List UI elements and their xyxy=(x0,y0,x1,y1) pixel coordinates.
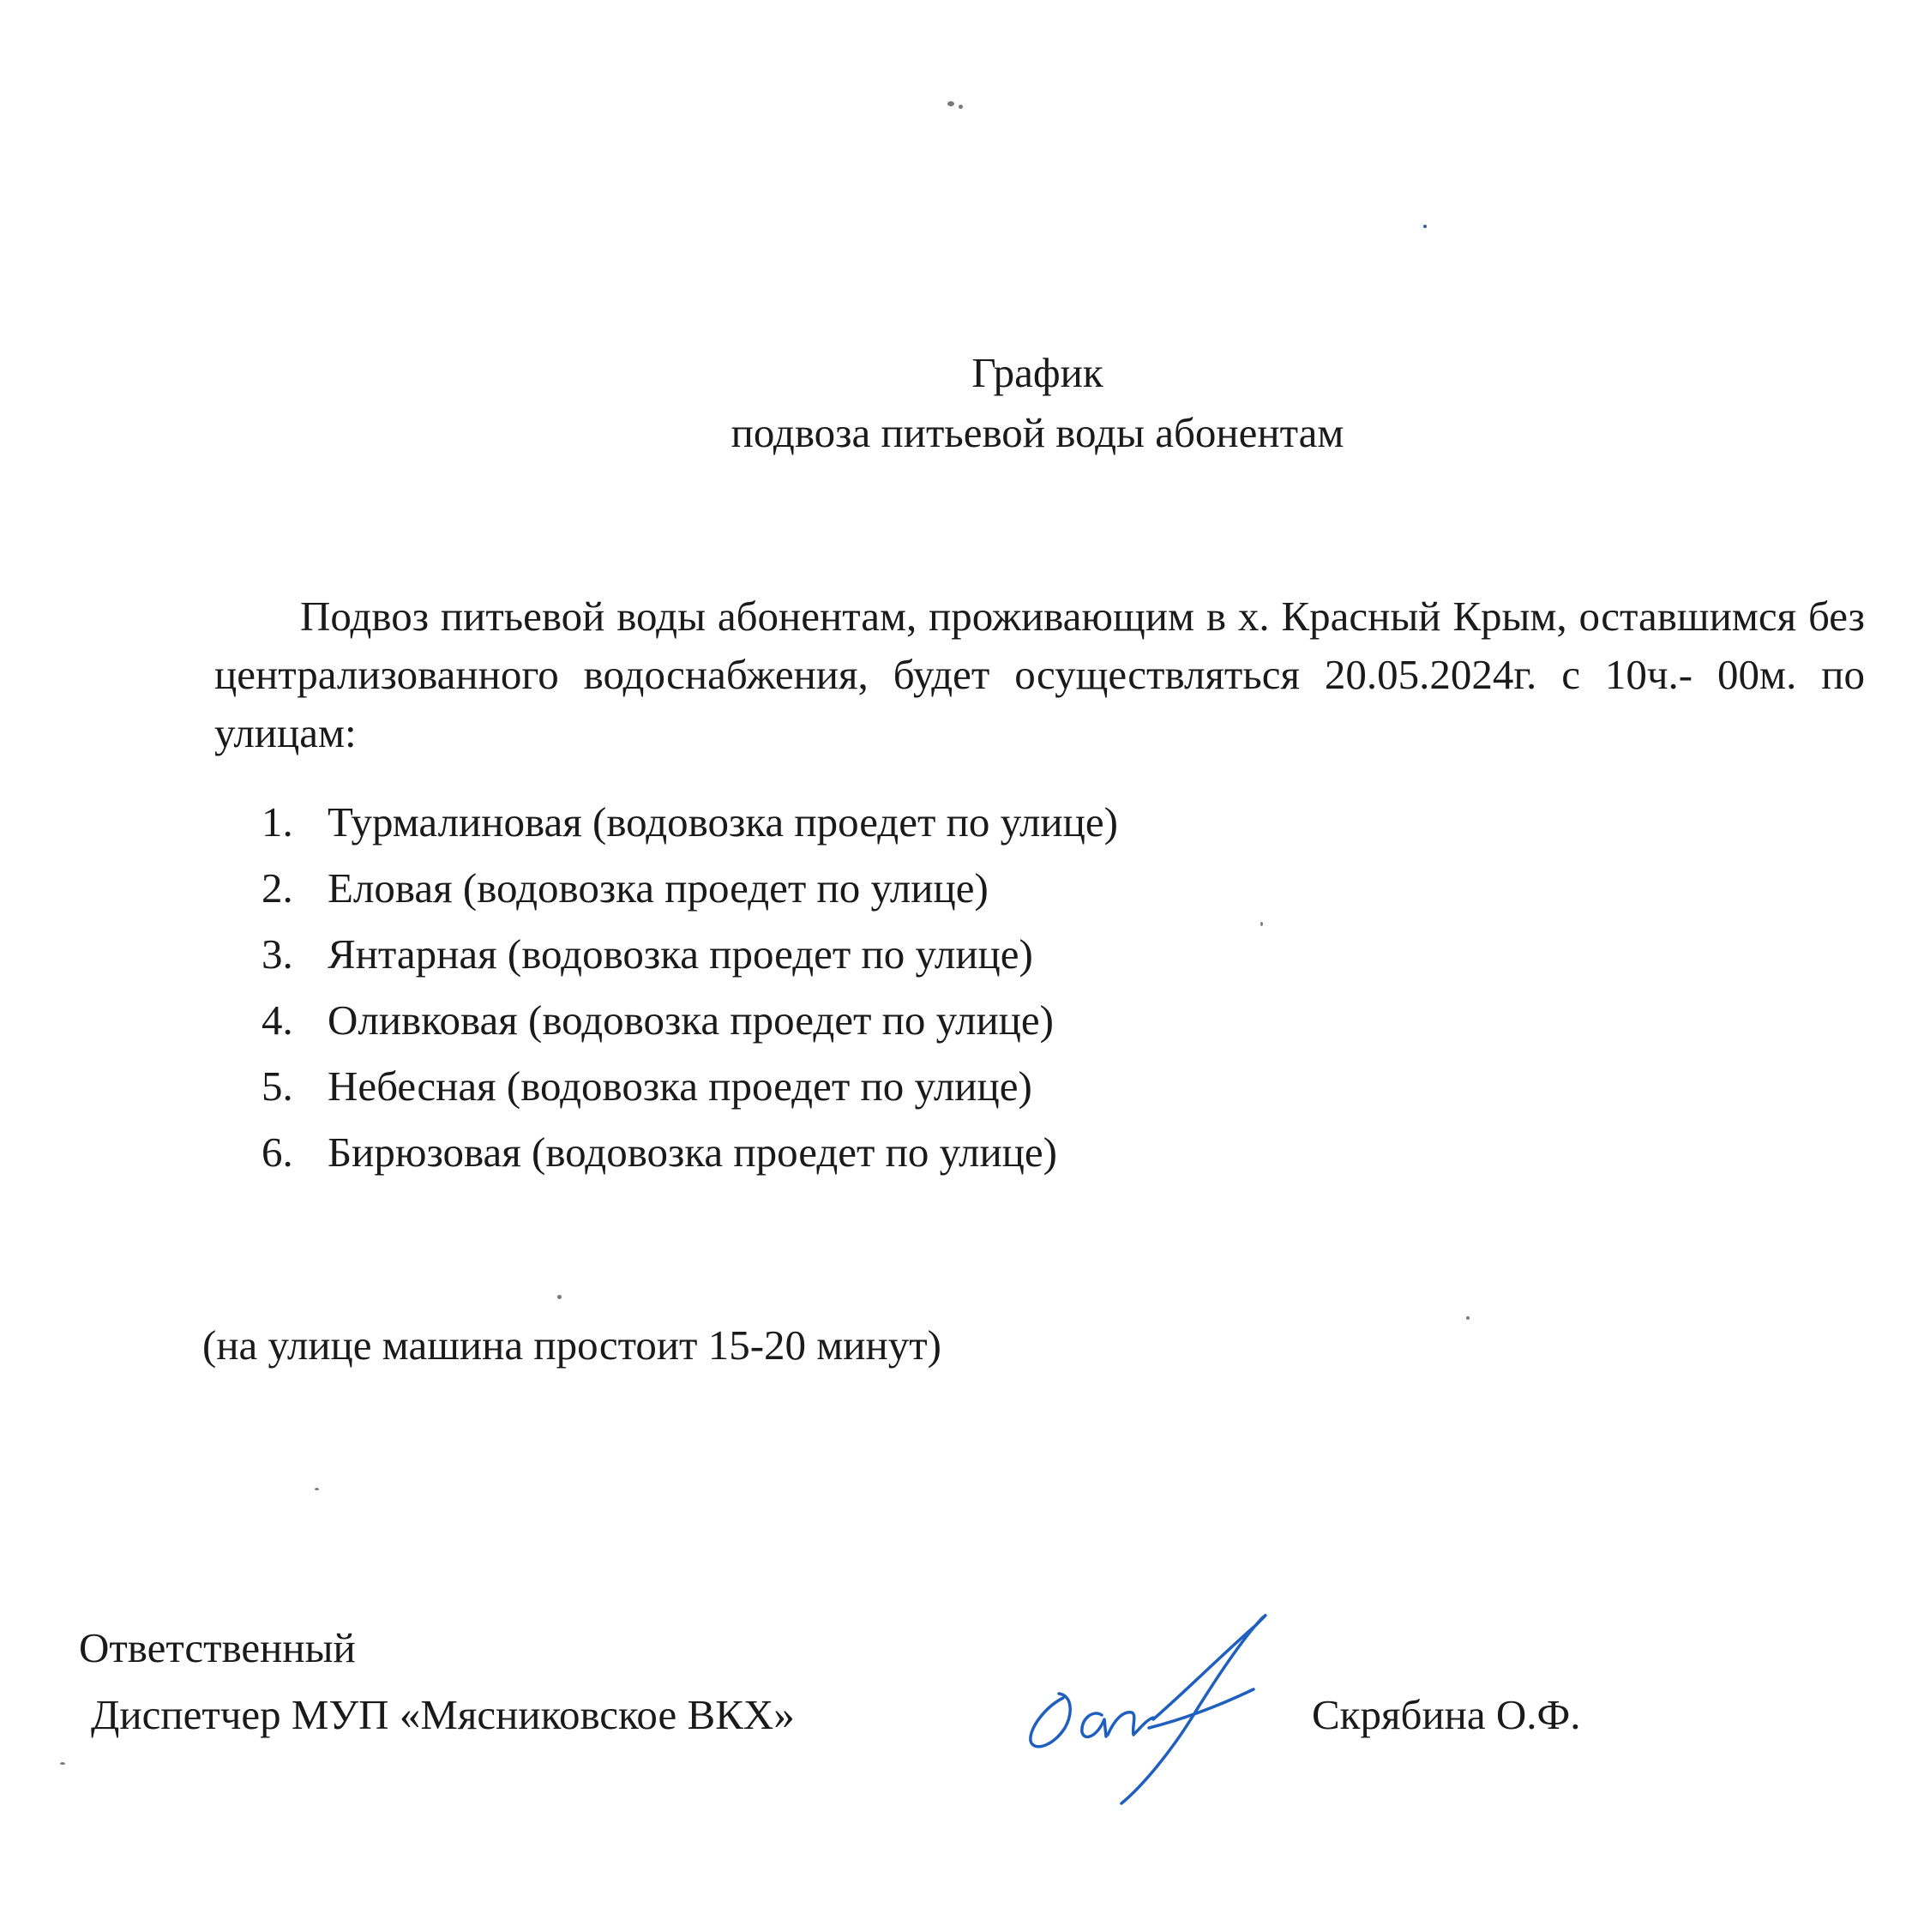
list-item-number: 2. xyxy=(262,864,293,912)
scan-speck xyxy=(959,105,963,109)
list-item xyxy=(262,855,1118,921)
scan-speck xyxy=(60,1762,65,1765)
signer-name: Скрябина О.Ф. xyxy=(1312,1691,1581,1738)
list-item-text: Бирюзовая (водовозка проедет по улице) xyxy=(328,1129,1057,1176)
street-list xyxy=(262,789,1118,1185)
list-item-text: Еловая (водовозка проедет по улице) xyxy=(328,864,989,912)
list-item xyxy=(262,1119,1118,1185)
list-item-text: Небесная (водовозка проедет по улице) xyxy=(328,1062,1032,1110)
list-item xyxy=(262,1053,1118,1119)
parking-time-note: (на улице машина простоит 15-20 минут) xyxy=(202,1321,941,1369)
document-title xyxy=(480,343,1595,463)
list-item xyxy=(262,789,1118,855)
responsible-label: Ответственный xyxy=(79,1624,356,1671)
scan-speck xyxy=(1466,1316,1470,1320)
list-item-number: 4. xyxy=(262,996,293,1044)
dispatcher-label: Диспетчер МУП «Мясниковское ВКХ» xyxy=(91,1691,795,1738)
scan-speck xyxy=(1423,225,1427,228)
scan-speck xyxy=(947,101,954,106)
list-item-text: Оливковая (водовозка проедет по улице) xyxy=(328,996,1054,1044)
list-item-number: 1. xyxy=(262,798,293,846)
list-item xyxy=(262,987,1118,1053)
announcement-paragraph: Подвоз питьевой воды абонентам, проживающим в х. Красный Крым, оставшимся без централизованного водоснабжения, будет осуществляться 20.05.2024г. с 10ч.- 00м. по улицам: xyxy=(214,593,1865,756)
list-item-text: Янтарная (водовозка проедет по улице) xyxy=(328,930,1033,978)
list-item-number: 5. xyxy=(262,1062,293,1110)
list-item-number: 3. xyxy=(262,930,293,978)
list-item-text: Турмалиновая (водовозка проедет по улице) xyxy=(328,798,1118,846)
list-item xyxy=(262,921,1118,987)
scan-speck xyxy=(315,1488,319,1490)
scan-speck xyxy=(557,1295,562,1299)
title-line-1: График xyxy=(971,349,1103,396)
list-item-number: 6. xyxy=(262,1129,293,1176)
handwritten-signature xyxy=(1012,1599,1286,1805)
scan-speck xyxy=(1260,922,1263,926)
title-line-2: подвоза питьевой воды абонентам xyxy=(731,409,1344,456)
